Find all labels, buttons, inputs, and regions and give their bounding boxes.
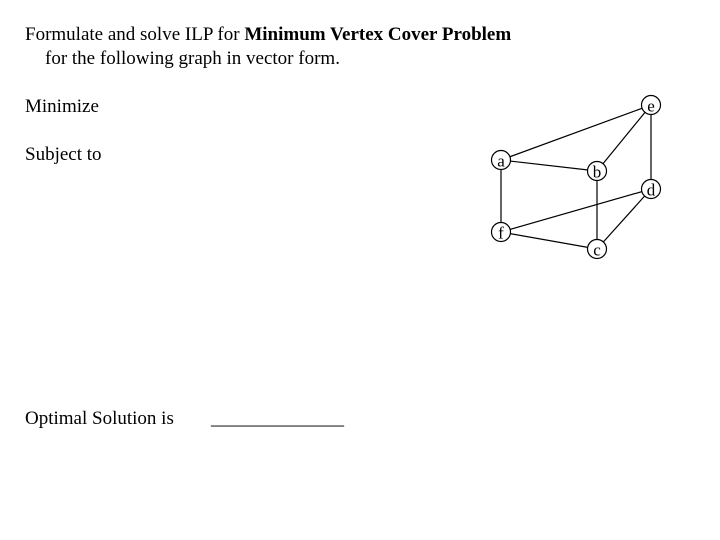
vertex-label: a: [497, 151, 505, 171]
optimal-solution-label: Optimal Solution is: [25, 408, 174, 429]
vertex-c: [588, 240, 607, 260]
vertex-b: [588, 162, 607, 182]
answer-blank: ______________: [211, 408, 344, 429]
vertex-f: [492, 223, 511, 243]
title-prefix: Formulate and solve ILP for: [25, 24, 245, 45]
edge-f-c: [501, 232, 597, 249]
vertex-label: c: [593, 240, 601, 260]
vertex-e: [642, 96, 661, 116]
title-bold: Minimum Vertex Cover Problem: [244, 24, 512, 45]
vertex-label: f: [498, 223, 504, 243]
vertex-d: [642, 180, 661, 200]
slide-subtitle: for the following graph in vector form.: [45, 48, 340, 69]
edge-d-f: [501, 189, 651, 232]
vertex-label: e: [647, 96, 655, 116]
vertex-label: d: [646, 180, 656, 200]
subject-to-label: Subject to: [25, 144, 102, 165]
minimize-label: Minimize: [25, 96, 99, 117]
edge-d-c: [597, 189, 651, 249]
vertex-a: [492, 151, 511, 171]
graph-edges: [501, 105, 651, 249]
vertex-label: b: [592, 162, 602, 182]
edge-a-b: [501, 160, 597, 171]
